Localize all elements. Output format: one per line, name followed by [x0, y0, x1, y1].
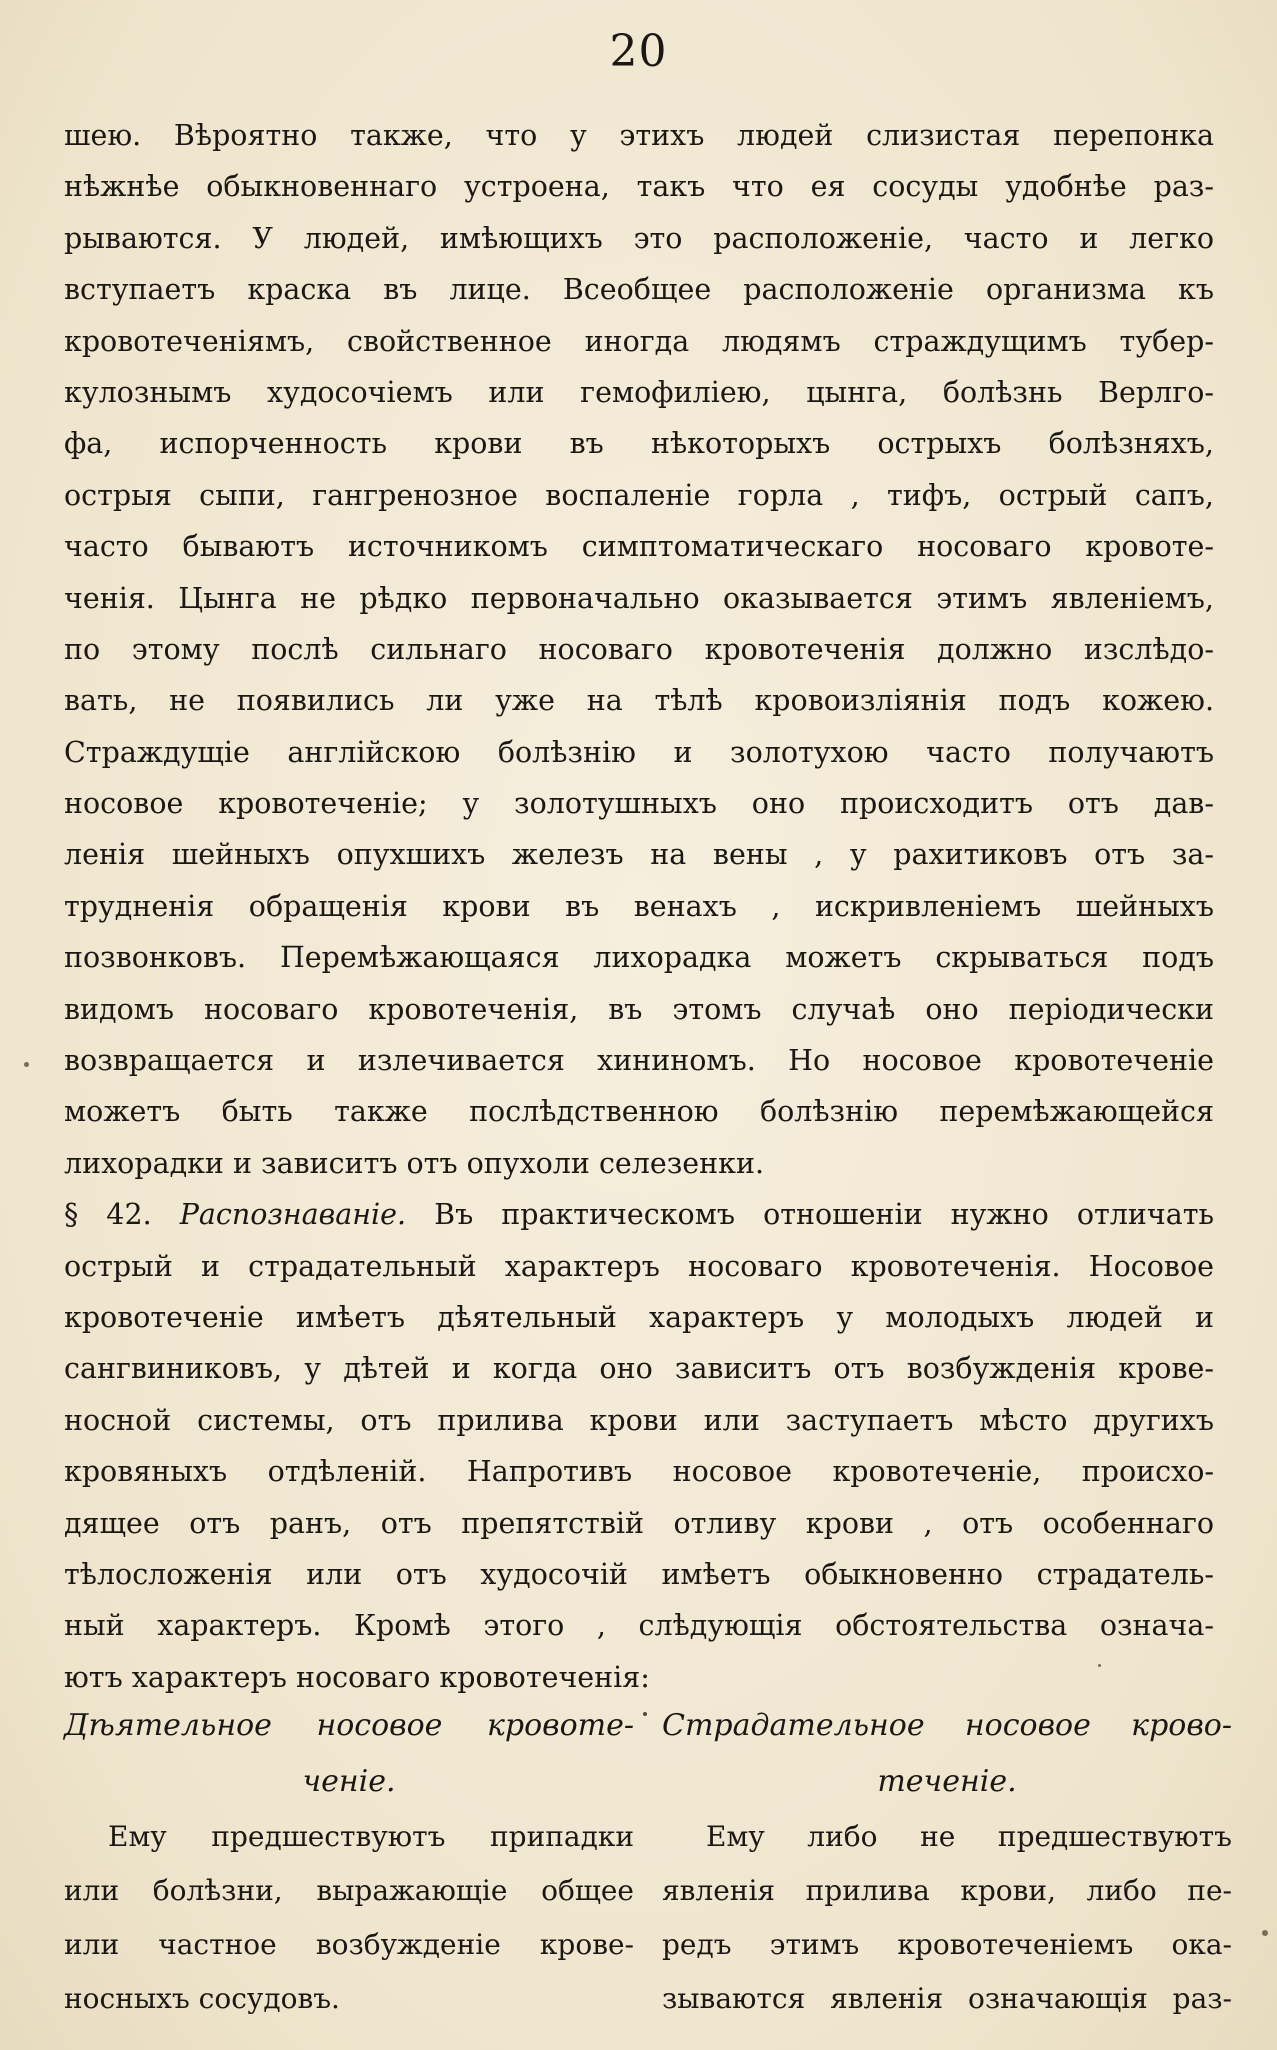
left-column-line: или болѣзни, выражающіе общее	[64, 1874, 634, 1907]
text-line: ленія шейныхъ опухшихъ железъ на вены , у рахитиковъ отъ за-	[64, 838, 1214, 872]
text-line: острыя сыпи, гангренозное воспаленіе горла , тифъ, острый сапъ,	[64, 478, 1214, 512]
main-text	[64, 110, 1214, 1703]
section-line: сангвиниковъ, у дѣтей и когда оно зависитъ отъ возбужденія крове-	[64, 1352, 1214, 1386]
right-column-heading-cont: теченіе.	[877, 1764, 1017, 1799]
left-column-line: Ему предшествуютъ припадки	[108, 1820, 634, 1853]
text-line: по этому послѣ сильнаго носоваго кровотеченія должно изслѣдо-	[64, 632, 1214, 666]
section-line: кровотеченіе имѣетъ дѣятельный характеръ у молодыхъ людей и	[64, 1300, 1214, 1334]
text-line: трудненія обращенія крови въ венахъ , искривленіемъ шейныхъ	[64, 889, 1214, 923]
right-column-heading: Страдательное носовое крово-	[662, 1708, 1232, 1743]
column-divider-mark	[643, 1712, 647, 1716]
text-line: шею. Вѣроятно также, что у этихъ людей слизистая перепонка	[64, 119, 1214, 152]
paper-speck	[1098, 1664, 1101, 1667]
text-line: часто бываютъ источникомъ симптоматическаго носоваго кровоте-	[64, 530, 1214, 564]
paper-speck	[1262, 1930, 1268, 1936]
left-column-active-bleeding	[64, 1698, 634, 2026]
section-line: дящее отъ ранъ, отъ препятствій отливу крови , отъ особеннаго	[64, 1506, 1214, 1540]
section-line: носной системы, отъ прилива крови или заступаетъ мѣсто другихъ	[64, 1403, 1214, 1437]
text-line: возвращается и излечивается хининомъ. Но носовое кровотеченіе	[64, 1044, 1214, 1078]
section-line: тѣлосложенія или отъ худосочій имѣетъ обыкновенно страдатель-	[64, 1557, 1214, 1591]
section-first-line-text: Въ практическомъ отношеніи нужно отличать	[434, 1198, 1215, 1232]
paper-speck	[24, 1062, 29, 1067]
text-line: фа, испорченность крови въ нѣкоторыхъ острыхъ болѣзняхъ,	[64, 427, 1214, 461]
text-line: лихорадки и зависитъ отъ опухоли селезенки.	[64, 1146, 765, 1180]
section-line: острый и страдательный характеръ носоваго кровотеченія. Носовое	[64, 1249, 1214, 1283]
text-line: позвонковъ. Перемѣжающаяся лихорадка можетъ скрываться подъ	[64, 941, 1214, 975]
right-column-line: явленія прилива крови, либо пе-	[662, 1874, 1232, 1907]
text-line: Страждущіе англійскою болѣзнію и золотухою часто получаютъ	[64, 735, 1214, 769]
left-column-heading: Дѣятельное носовое кровоте-	[64, 1708, 634, 1743]
text-line: вать, не появились ли уже на тѣлѣ кровоизліянія подъ кожею.	[64, 684, 1214, 718]
text-line: рываются. У людей, имѣющихъ это расположеніе, часто и легко	[64, 221, 1214, 255]
left-column-line: или частное возбужденіе крове-	[64, 1928, 634, 1961]
text-line: кровотеченіямъ, свойственное иногда людямъ страждущимъ тубер-	[64, 324, 1214, 358]
section-title: Распознаваніе.	[179, 1198, 407, 1232]
text-line: носовое кровотеченіе; у золотушныхъ оно происходитъ отъ дав-	[64, 787, 1214, 821]
right-column-passive-bleeding	[662, 1698, 1232, 2026]
right-column-line: зываются явленія означающія раз-	[662, 1982, 1232, 2015]
left-column-line: носныхъ сосудовъ.	[64, 1982, 340, 2015]
left-column-heading-cont: ченіе.	[302, 1764, 396, 1799]
text-line: нѣжнѣе обыкновеннаго устроена, такъ что ея сосуды удобнѣе раз-	[64, 170, 1214, 204]
text-line: вступаетъ краска въ лице. Всеобщее расположеніе организма къ	[64, 273, 1214, 307]
section-number: § 42.	[64, 1198, 152, 1232]
section-first-line	[64, 1189, 1214, 1240]
text-line: кулознымъ худосочіемъ или гемофиліею, цынга, болѣзнь Верлго-	[64, 375, 1214, 409]
text-line: можетъ быть также послѣдственною болѣзнію перемѣжающейся	[64, 1095, 1214, 1129]
text-line: видомъ носоваго кровотеченія, въ этомъ случаѣ оно періодически	[64, 992, 1214, 1026]
section-line: ютъ характеръ носоваго кровотеченія:	[64, 1660, 650, 1694]
section-line: ный характеръ. Кромѣ этого , слѣдующія обстоятельства означа-	[64, 1609, 1214, 1643]
right-column-line: редъ этимъ кровотеченіемъ ока-	[662, 1928, 1232, 1961]
text-line: ченія. Цынга не рѣдко первоначально оказывается этимъ явленіемъ,	[64, 581, 1214, 615]
section-line: кровяныхъ отдѣленій. Напротивъ носовое кровотеченіе, происхо-	[64, 1455, 1214, 1489]
page-number: 20	[609, 26, 668, 77]
right-column-line: Ему либо не предшествуютъ	[706, 1820, 1232, 1853]
